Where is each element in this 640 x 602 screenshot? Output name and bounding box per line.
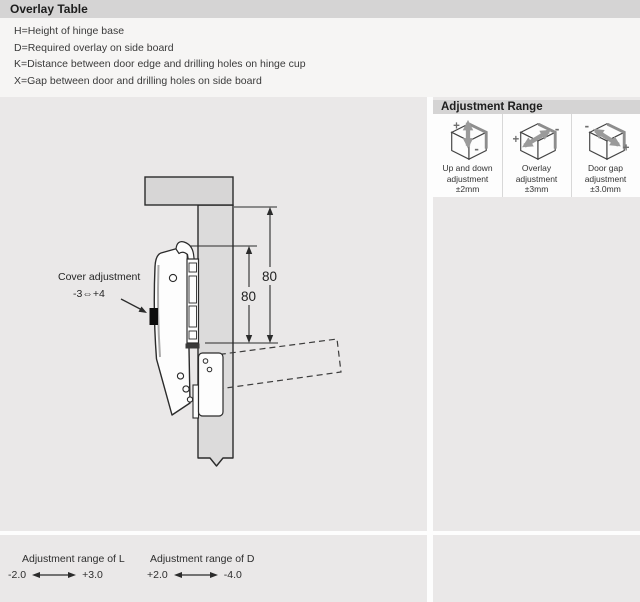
plus-sign: + <box>512 133 519 146</box>
adjustment-range-header <box>433 100 640 114</box>
double-arrow-icon <box>31 570 77 580</box>
adjustment-range-d-label: Adjustment range of D <box>150 553 255 565</box>
cover-adjustment-range: -3⇔+4 <box>73 288 105 300</box>
top-board <box>145 177 233 205</box>
hinge-section-diagram <box>0 97 427 531</box>
caption-door-gap-adjustment: Door gap adjustment ±3.0mm <box>584 163 627 194</box>
overlay-table-header <box>0 0 640 18</box>
legend-line-d: D=Required overlay on side board <box>14 42 174 54</box>
d-from-value: +2.0 <box>147 569 168 581</box>
overlay-table-title: Overlay Table <box>10 2 88 16</box>
adjustment-range-cells <box>433 114 640 197</box>
dim-value-inner: 80 <box>240 289 257 304</box>
up-down-arrow-box-icon <box>439 117 497 163</box>
door-gap-arrow-box-icon <box>577 117 635 163</box>
pointer-arrow <box>121 299 147 313</box>
minus-sign: - <box>584 118 589 134</box>
hinge-mechanism <box>186 259 200 349</box>
adjustment-range-l-values <box>8 569 103 581</box>
plus-sign: + <box>622 142 629 155</box>
adjustment-range-title: Adjustment Range <box>441 101 543 113</box>
double-arrow-icon <box>173 570 219 580</box>
adjustment-range-d-values <box>147 569 242 581</box>
overlay-arrow-box-icon <box>508 117 566 163</box>
cover-adjustment-label: Cover adjustment <box>58 271 141 283</box>
dim-value-outer: 80 <box>261 269 278 284</box>
side-board <box>198 205 233 466</box>
d-to-value: -4.0 <box>223 569 242 581</box>
l-from-value: -2.0 <box>8 569 27 581</box>
legend-band <box>0 18 640 97</box>
legend-line-k: K=Distance between door edge and drilling holes on hinge cup <box>14 58 306 70</box>
minus-sign: - <box>473 141 479 157</box>
plus-sign: + <box>452 120 460 133</box>
l-to-value: +3.0 <box>82 569 103 581</box>
caption-overlay-adjustment: Overlay adjustment ±3mm <box>515 163 558 194</box>
horizontal-divider <box>0 531 640 535</box>
cover-adjustment-block <box>150 308 159 325</box>
adjustment-range-l-label: Adjustment range of L <box>22 553 125 565</box>
caption-up-down-adjustment: Up and down adjustment ±2mm <box>442 163 493 194</box>
minus-sign: - <box>554 121 559 137</box>
legend-line-x: X=Gap between door and drilling holes on side board <box>14 75 262 87</box>
legend-line-h: H=Height of hinge base <box>14 25 125 37</box>
